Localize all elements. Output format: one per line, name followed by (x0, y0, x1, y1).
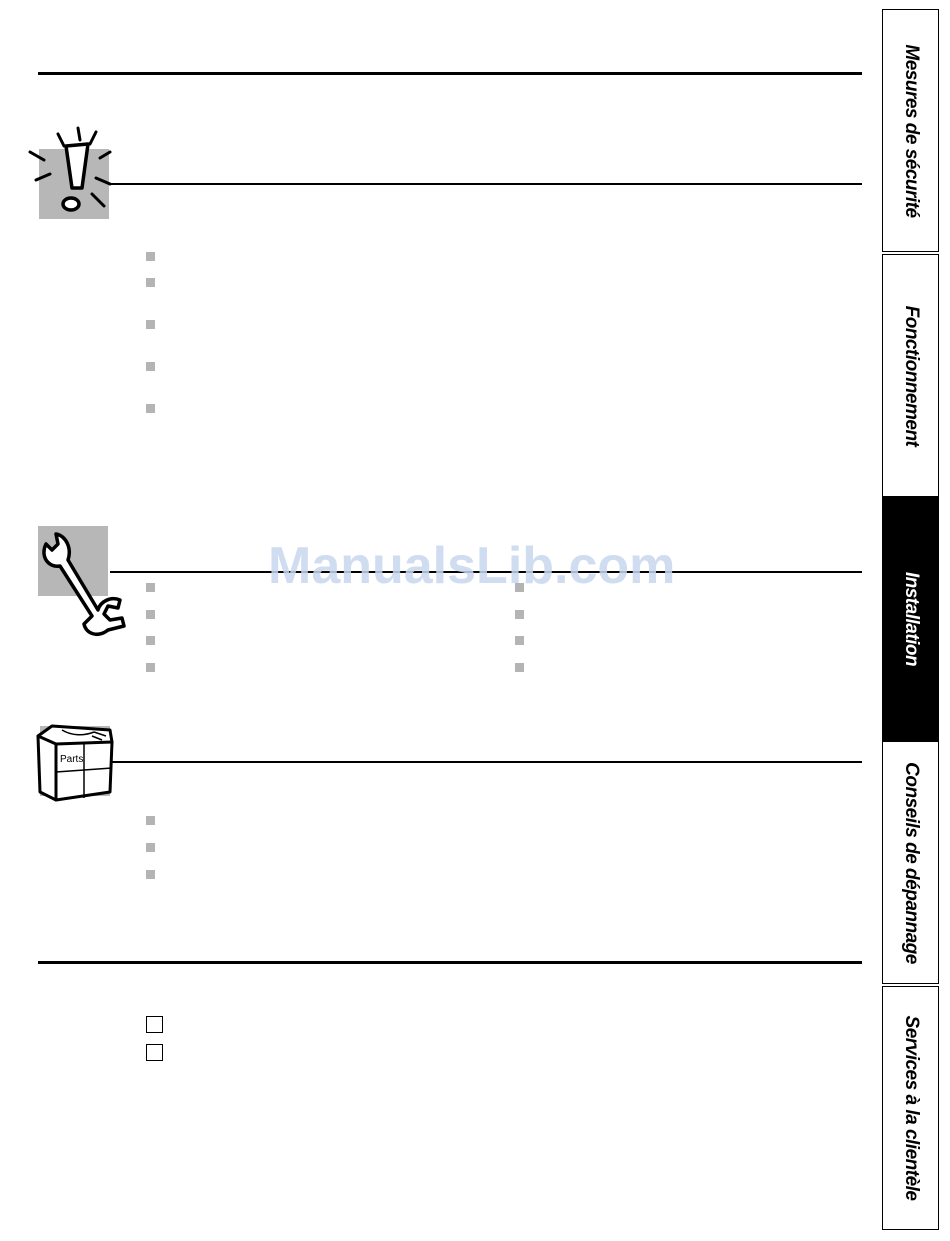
list-bullet (146, 636, 155, 645)
checkbox-2[interactable] (146, 1044, 163, 1061)
top-section-rule (38, 72, 862, 75)
list-bullet (146, 278, 155, 287)
checkbox-1[interactable] (146, 1016, 163, 1033)
list-bullet (146, 252, 155, 261)
tab-label: Services à la clientèle (900, 1015, 922, 1201)
tab-fonctionnement[interactable] (882, 254, 939, 497)
warning-icon-container (26, 122, 126, 222)
tools-icon-container (38, 526, 134, 640)
wrench-icon (38, 526, 134, 640)
bottom-section-rule (38, 961, 862, 964)
tab-mesures-de-securite[interactable] (882, 9, 939, 252)
tab-installation[interactable] (882, 497, 939, 741)
list-bullet (515, 663, 524, 672)
list-bullet (146, 816, 155, 825)
tab-label: Fonctionnement (900, 305, 922, 446)
list-bullet (146, 843, 155, 852)
list-bullet (146, 610, 155, 619)
tab-conseils-de-depannage[interactable] (882, 741, 939, 984)
parts-section-rule (110, 761, 862, 763)
tab-label: Installation (900, 571, 922, 667)
parts-box-icon (32, 722, 118, 802)
exclamation-warning-icon (26, 122, 126, 222)
parts-icon-container (32, 722, 118, 802)
warning-section-rule (110, 183, 862, 185)
list-bullet (146, 583, 155, 592)
tab-label: Mesures de sécurité (900, 43, 922, 218)
tab-services-a-la-clientele[interactable] (882, 986, 939, 1230)
tab-label: Conseils de dépannage (900, 761, 922, 964)
parts-box-label: Parts (60, 754, 84, 765)
list-bullet (146, 362, 155, 371)
list-bullet (515, 610, 524, 619)
list-bullet (146, 320, 155, 329)
list-bullet (146, 663, 155, 672)
list-bullet (515, 636, 524, 645)
list-bullet (146, 870, 155, 879)
list-bullet (146, 404, 155, 413)
watermark-text: ManualsLib.com (268, 537, 676, 595)
